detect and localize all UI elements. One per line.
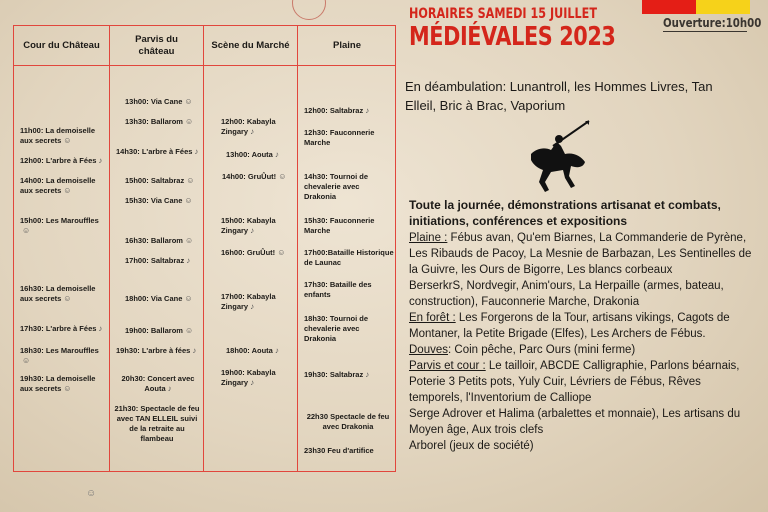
schedule-entry-marche: 14h00: GruÛut! ☺ [222, 172, 287, 181]
douves-label: Douves [409, 344, 448, 356]
schedule-entry-parvis: 19h30: L'arbre à fées ♪ [116, 346, 197, 355]
schedule-entry-plaine: 12h00: Saltabraz ♪ [304, 106, 370, 115]
schedule-entry-marche: 15h00: Kabayla Zingary ♪ [221, 216, 276, 235]
roaming-performers: En déambulation: Lunantroll, les Hommes Livres, Tan Elleil, Bric à Brac, Vaporium [405, 79, 713, 113]
schedule-entry-parvis: 19h00: Ballarom ☺ [125, 326, 194, 335]
music-icon: ♪ [274, 150, 279, 159]
mask-icon: ☺ [22, 226, 31, 235]
schedule-date-title: HORAIRES SAMEDI 15 JUILLET [409, 6, 597, 22]
event-title: MÉDIÉVALES 2023 [409, 22, 616, 52]
schedule-entry-plaine: 14h30: Tournoi de chevalerie avec Drakonia [304, 172, 369, 201]
mask-icon: ☺ [184, 97, 193, 106]
board-games: Arborel (jeux de société) [409, 440, 534, 452]
schedule-table [13, 25, 396, 472]
opening-underline [663, 31, 747, 32]
mask-icon: ☺ [184, 196, 193, 205]
schedule-entry-plaine: 22h30 Spectacle de feu avec Drakonia [306, 412, 390, 431]
schedule-entry-marche: 17h00: Kabayla Zingary ♪ [221, 292, 276, 311]
music-icon: ♪ [250, 226, 255, 235]
schedule-entry-cour: 14h00: La demoiselle aux secrets ☺ [20, 176, 96, 195]
parvis-label: Parvis et cour : [409, 360, 486, 372]
mask-icon: ☺ [277, 248, 286, 257]
header-divider [14, 65, 395, 66]
schedule-entry-marche: 18h00: Aouta ♪ [226, 346, 279, 355]
column-divider [297, 26, 298, 471]
schedule-entry-parvis: 15h30: Via Cane ☺ [125, 196, 193, 205]
schedule-entry-parvis: 14h30: L'arbre à Fées ♪ [116, 147, 199, 156]
flag-red-band [642, 0, 696, 14]
schedule-entry-plaine: 18h30: Tournoi de chevalerie avec Drakonia [304, 314, 369, 343]
schedule-entry-cour: 19h30: La demoiselle aux secrets ☺ [20, 374, 96, 393]
schedule-entry-marche: 13h00: Aouta ♪ [226, 150, 279, 159]
schedule-entry-marche: 19h00: Kabayla Zingary ♪ [221, 368, 276, 387]
schedule-entry-marche: 12h00: Kabayla Zingary ♪ [221, 117, 276, 136]
other-participants: BerserkrS, Nordvegir, Anim'ours, La Herpaille (armes, bateau, construction), Fauconnerie Marche, Drakonia [409, 280, 724, 308]
music-icon: ♪ [98, 324, 103, 333]
schedule-entry-parvis: 17h00: Saltabraz ♪ [125, 256, 191, 265]
mask-icon: ☺ [63, 294, 72, 303]
schedule-entry-parvis: 20h30: Concert avec Aouta ♪ [121, 374, 195, 393]
schedule-entry-cour: 17h30: L'arbre à Fées ♪ [20, 324, 103, 333]
douves-activities: Douves: Coin pêche, Parc Ours (mini ferme) [409, 344, 636, 356]
schedule-entry-plaine: 19h30: Saltabraz ♪ [304, 370, 370, 379]
schedule-entry-marche: 16h00: GruÛut! ☺ [221, 248, 286, 257]
schedule-entry-parvis: 13h00: Via Cane ☺ [125, 97, 193, 106]
music-icon: ♪ [194, 147, 199, 156]
artisans-list: Serge Adrover et Halima (arbalettes et monnaie), Les artisans du Moyen âge, Aux trois clefs [409, 408, 741, 436]
schedule-entry-parvis: 16h30: Ballarom ☺ [125, 236, 194, 245]
music-icon: ♪ [167, 384, 172, 393]
mask-icon: ☺ [63, 186, 72, 195]
schedule-entry-parvis: 15h00: Saltabraz ☺ [125, 176, 195, 185]
schedule-entry-plaine: 23h30 Feu d'artifice [304, 446, 374, 455]
schedule-entry-cour: 15h00: Les Marouffles☺ [20, 216, 99, 235]
column-divider [203, 26, 204, 471]
music-icon: ♪ [250, 127, 255, 136]
column-divider [109, 26, 110, 471]
mask-icon: ☺ [278, 172, 287, 181]
mask-icon: ☺ [86, 488, 97, 499]
all-day-activities: Toute la journée, démonstrations artisanat et combats, initiations, conférences et expositions [409, 198, 721, 228]
column-header-marche: Scène du Marché [211, 39, 290, 51]
mask-icon: ☺ [184, 294, 193, 303]
mask-icon: ☺ [63, 384, 72, 393]
schedule-entry-cour: 16h30: La demoiselle aux secrets ☺ [20, 284, 96, 303]
schedule-entry-plaine: 17h00:Bataille Historique de Launac [304, 248, 394, 267]
music-icon: ♪ [250, 378, 255, 387]
foret-label: En forêt : [409, 312, 456, 324]
schedule-entry-parvis: 21h30: Spectacle de feu avec TAN ELLEIL suivi de la retraite au flambeau [114, 404, 200, 443]
music-icon: ♪ [186, 256, 191, 265]
mask-icon: ☺ [184, 236, 194, 245]
schedule-entry-plaine: 15h30: Fauconnerie Marche [304, 216, 375, 235]
plaine-participants: Plaine : Fébus avan, Qu'em Biarnes, La Commanderie de Pyrène, Les Ribauds de Pacoy, La Mesnie de Barbazan, Les Sentinelles de la Guivre, les Ours de Bigorre, Les blancs corbeaux [409, 232, 752, 276]
column-header-plaine: Plaine [333, 39, 361, 51]
column-header-parvis: Parvis du château [135, 33, 178, 57]
mask-icon: ☺ [22, 356, 31, 365]
flag-yellow-band [696, 0, 750, 14]
schedule-entry-cour: 12h00: L'arbre à Fées ♪ [20, 156, 103, 165]
music-icon: ♪ [365, 370, 370, 379]
parvis-participants: Parvis et cour : Le tailloir, ABCDE Calligraphie, Parlons béarnais, Poterie 3 Petits pots, Yuly Cuir, Lévriers de Fébus, Rêves temporels, l'Inventorium de Calliope [409, 360, 740, 404]
schedule-entry-parvis: 18h00: Via Cane ☺ [125, 294, 193, 303]
foret-participants: En forêt : Les Forgerons de la Tour, artisans vikings, Cagots de Montaner, la Petite Brigade (Elfes), Les Archers de Fébus. [409, 312, 730, 340]
schedule-entry-plaine: 17h30: Bataille des enfants [304, 280, 372, 299]
music-icon: ♪ [365, 106, 370, 115]
column-header-cour: Cour du Château [23, 39, 100, 51]
music-icon: ♪ [274, 346, 279, 355]
plaine-label: Plaine : [409, 232, 448, 244]
music-icon: ♪ [98, 156, 103, 165]
mask-icon: ☺ [184, 117, 194, 126]
mask-icon: ☺ [184, 326, 194, 335]
mask-icon: ☺ [186, 176, 195, 185]
schedule-entry-cour: 18h30: Les Marouffles☺ [20, 346, 99, 365]
schedule-entry-cour: 11h00: La demoiselle aux secrets ☺ [20, 126, 96, 145]
music-icon: ♪ [250, 302, 255, 311]
music-icon: ♪ [192, 346, 197, 355]
decorative-circle [292, 0, 326, 20]
schedule-entry-plaine: 12h30: Fauconnerie Marche [304, 128, 375, 147]
schedule-entry-parvis: 13h30: Ballarom ☺ [125, 117, 194, 126]
opening-time: Ouverture:10h00 [663, 16, 762, 30]
knight-icon [523, 120, 593, 194]
mask-icon: ☺ [63, 136, 72, 145]
